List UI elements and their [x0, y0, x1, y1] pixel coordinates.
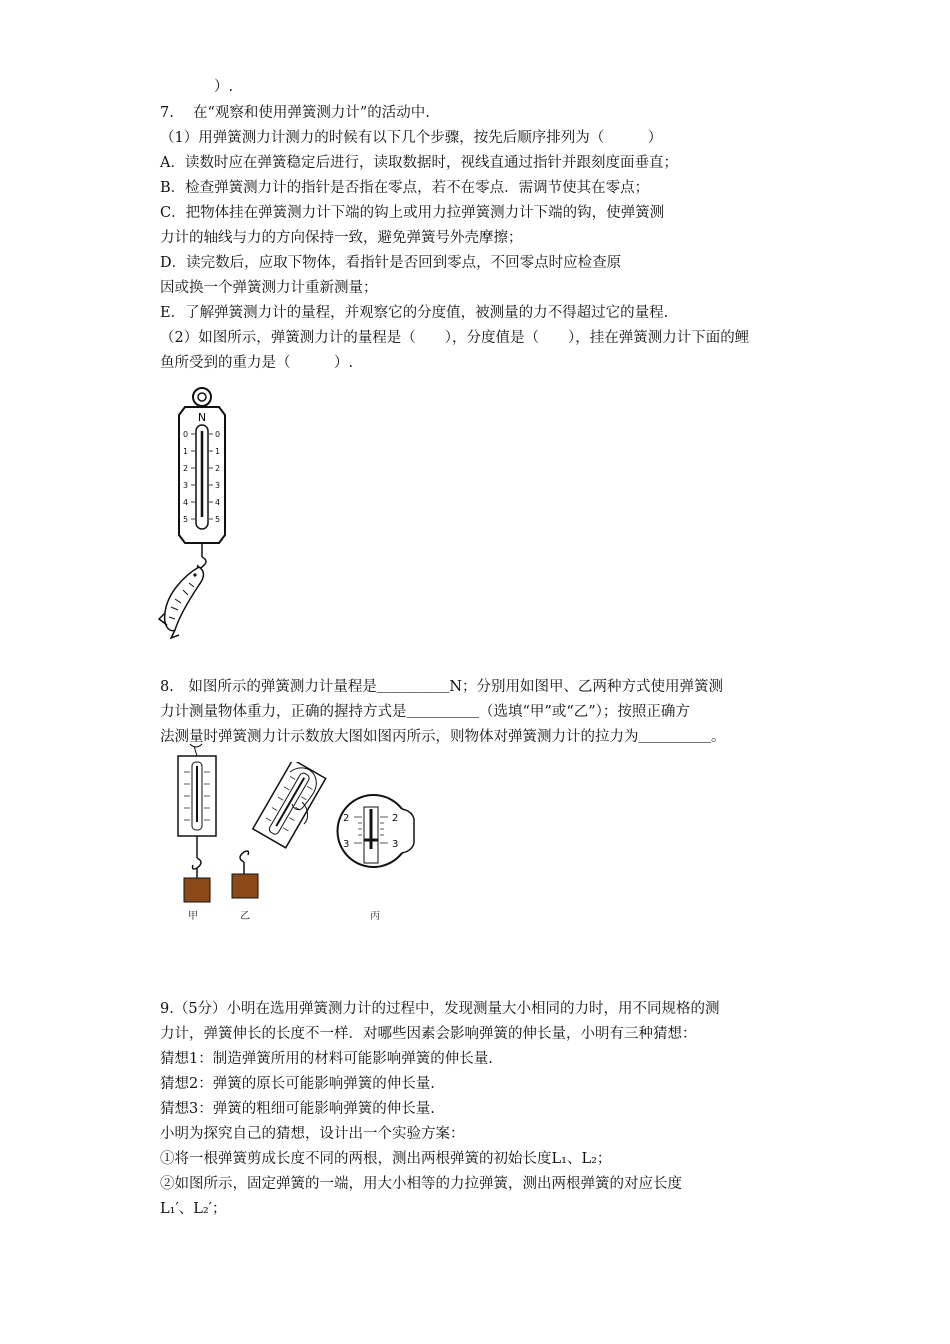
- q9-line1: 9.（5分）小明在选用弹簧测力计的过程中，发现测量大小相同的力时，用不同规格的测: [160, 1001, 720, 1017]
- caption-yi: 乙: [240, 911, 250, 922]
- tick-label-left-2: 2: [183, 464, 189, 473]
- q7-option-c-line1: C．把物体挂在弹簧测力计下端的钩上或用力拉弹簧测力计下端的钩，使弹簧测: [160, 205, 665, 221]
- q7-option-d-line1: D．读完数后，应取下物体，看指针是否回到零点，不回零点时应检查原: [160, 255, 622, 271]
- dial-label-right-3: 3: [392, 839, 399, 850]
- top-fragment: ）.: [214, 79, 234, 95]
- figure-jia-vertical-scale: [168, 742, 228, 907]
- tick-label-left-4: 4: [183, 498, 189, 507]
- tick-label-right-1: 1: [215, 447, 221, 456]
- q7-option-d-line2: 因或换一个弹簧测力计重新测量；: [160, 280, 378, 296]
- q9-guess1: 猜想1：制造弹簧所用的材料可能影响弹簧的伸长量.: [160, 1051, 493, 1067]
- q7-option-c-line2: 力计的轴线与力的方向保持一致，避免弹簧号外壳摩擦；: [160, 230, 523, 246]
- q7-option-a: A．读数时应在弹簧稳定后进行，读取数据时，视线直通过指针并跟刻度面垂直；: [160, 155, 678, 171]
- q9-step1: ①将一根弹簧剪成长度不同的两根，测出两根弹簧的初始长度L₁、L₂；: [160, 1151, 612, 1167]
- q8-line3: 法测量时弹簧测力计示数放大图如图丙所示，则物体对弹簧测力计的拉力为＿＿＿＿＿。: [160, 729, 726, 745]
- q7-option-e: E．了解弹簧测力计的量程，并观察它的分度值，被测量的力不得超过它的量程.: [160, 305, 669, 321]
- tick-label-left-0: 0: [183, 430, 189, 439]
- q7-part1: （1）用弹簧测力计测力的时候有以下几个步骤，按先后顺序排列为（ ）: [160, 130, 663, 146]
- tick-label-right-2: 2: [215, 464, 221, 473]
- q7-option-b: B．检查弹簧测力计的指针是否指在零点，若不在零点．需调节使其在零点；: [160, 180, 650, 196]
- spring-scale-carp-figure: [155, 385, 245, 640]
- tick-label-left-1: 1: [183, 447, 189, 456]
- tick-label-right-0: 0: [215, 430, 221, 439]
- figure-yi-tilted-scale: [230, 762, 330, 912]
- tick-label-right-5: 5: [215, 515, 221, 524]
- q9-step2-line2: L₁′、L₂′；: [160, 1201, 227, 1217]
- unit-label: N: [197, 411, 207, 424]
- q7-part2-line1: （2）如图所示，弹簧测力计的量程是（ ），分度值是（ ），挂在弹簧测力计下面的鲤: [160, 330, 750, 346]
- q9-guess2: 猜想2：弹簧的原长可能影响弹簧的伸长量.: [160, 1076, 435, 1092]
- q7-part2-line2: 鱼所受到的重力是（ ）.: [160, 355, 354, 371]
- q9-line2: 力计，弹簧伸长的长度不一样．对哪些因素会影响弹簧的伸长量，小明有三种猜想：: [160, 1026, 697, 1042]
- tick-label-left-5: 5: [183, 515, 189, 524]
- q7-title: 7. 在“观察和使用弹簧测力计”的活动中.: [160, 105, 430, 121]
- q8-line1: 8. 如图所示的弹簧测力计量程是＿＿＿＿＿N；分别用如图甲、乙两种方式使用弹簧测: [160, 679, 724, 695]
- caption-jia: 甲: [188, 911, 198, 922]
- dial-label-left-3: 3: [343, 839, 350, 850]
- caption-bing: 丙: [370, 911, 380, 922]
- dial-label-left-2: 2: [343, 813, 350, 824]
- tick-label-left-3: 3: [183, 481, 189, 490]
- figure-bing-zoomed-dial: [330, 793, 420, 873]
- q8-line2: 力计测量物体重力，正确的握持方式是＿＿＿＿＿（选填“甲”或“乙”）；按照正确方: [160, 704, 690, 720]
- q9-plan: 小明为探究自己的猜想，设计出一个实验方案：: [160, 1126, 465, 1142]
- dial-label-right-2: 2: [392, 813, 399, 824]
- tick-label-right-4: 4: [215, 498, 221, 507]
- q9-step2-line1: ②如图所示，固定弹簧的一端，用大小相等的力拉弹簧，测出两根弹簧的对应长度: [160, 1176, 682, 1192]
- q9-guess3: 猜想3：弹簧的粗细可能影响弹簧的伸长量.: [160, 1101, 435, 1117]
- tick-label-right-3: 3: [215, 481, 221, 490]
